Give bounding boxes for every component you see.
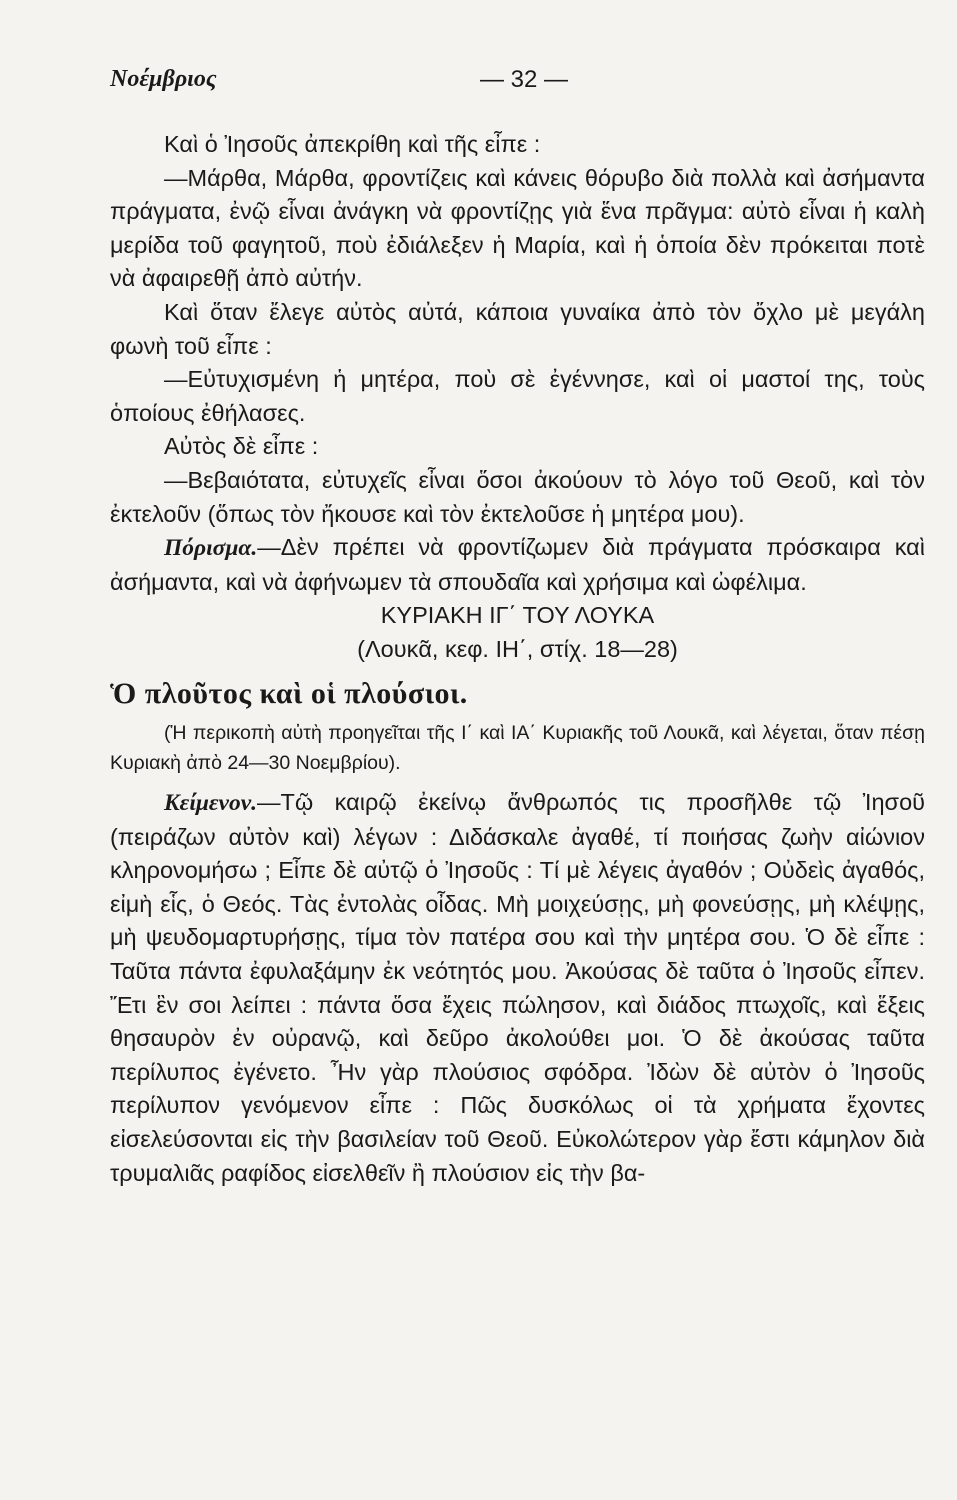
conclusion-paragraph bbox=[110, 531, 925, 599]
conclusion-label: Πόρισμα. bbox=[164, 535, 258, 562]
paragraph: —Εὐτυχισμένη ἡ μητέρα, ποὺ σὲ ἐγέννησε, καὶ οἱ μαστοί της, τοὺς ὁποίους ἐθήλασες. bbox=[110, 366, 925, 426]
page-body bbox=[110, 128, 925, 1190]
paragraph: Καὶ ὅταν ἔλεγε αὐτὸς αὐτά, κάποια γυναίκα ἀπὸ τὸν ὄχλο μὲ μεγάλη φωνὴ τοῦ εἶπε : bbox=[110, 298, 925, 359]
section-heading: ΚΥΡΙΑΚΗ ΙΓ΄ ΤΟΥ ΛΟΥΚΑ bbox=[380, 602, 655, 629]
paragraph: —Μάρθα, Μάρθα, φροντίζεις καὶ κάνεις θόρυβο διὰ πολλὰ καὶ ἀσήμαντα πράγματα, ἐνῷ εἶναι ἀνάγκη νὰ φροντίζῃς γιὰ ἕνα πρᾶγμα: αὐτὸ εἶναι ἡ καλὴ μερίδα τοῦ φαγητοῦ, ποὺ ἐδιάλεξεν ἡ Μαρία, καὶ ἡ ὁποία δὲν πρόκειται ποτὲ νὰ ἀφαιρεθῇ ἀπὸ αὐτήν. bbox=[110, 164, 925, 292]
section-reference: (Λουκᾶ, κεφ. ΙΗ΄, στίχ. 18—28) bbox=[357, 635, 678, 662]
page-number: — 32 — bbox=[480, 66, 569, 93]
text-body: —Τῷ καιρῷ ἐκείνῳ ἄνθρωπός τις προσῆλθε τῷ Ἰησοῦ (πειράζων αὐτὸν καὶ) λέγων : Διδάσκαλε ἀγαθέ, τί ποιήσας ζωὴν αἰώνιον κληρονομήσω ; Εἶπε δὲ αὐτῷ ὁ Ἰησοῦς : Τί μὲ λέγεις ἀγαθόν ; Οὐδεὶς ἀγαθός, εἰμὴ εἷς, ὁ Θεός. Τὰς ἐντολὰς οἶδας. Μὴ μοιχεύσῃς, μὴ φονεύσῃς, μὴ κλέψῃς, μὴ ψευδομαρτυρήσῃς, τίμα τὸν πατέρα σου καὶ τὴν μητέρα σου. Ὁ δὲ εἶπε : Ταῦτα πάντα ἐφυλαξάμην ἐκ νεότητός μου. Ἀκούσας δὲ ταῦτα ὁ Ἰησοῦς εἶπεν. Ἔτι ἓν σοι λείπει : πάντα ὅσα ἔχεις πώλησον, καὶ διάδος πτωχοῖς, καὶ ἕξεις θησαυρὸν ἐν οὐρανῷ, καὶ δεῦρο ἀκολούθει μοι. Ὁ δὲ ἀκούσας ταῦτα περίλυπος ἐγένετο. Ἦν γὰρ πλούσιος σφόδρα. Ἰδὼν δὲ αὐτὸν ὁ Ἰησοῦς περίλυπον γενόμενον εἶπε : Πῶς δυσκόλως οἱ τὰ χρήματα ἔχοντες εἰσελεύσονται εἰς τὴν βασιλείαν τοῦ Θεοῦ. Εὐκολώτερον γὰρ ἔστι κάμηλον διὰ τρυμαλιᾶς ραφίδος εἰσελθεῖν ἢ πλούσιον εἰς τὴν βα- bbox=[110, 789, 925, 1186]
conclusion-text: —Δὲν πρέπει νὰ φροντίζωμεν διὰ πράγματα πρόσκαιρα καὶ ἀσήμαντα, καὶ νὰ ἀφήνωμεν τὰ σπουδαῖα καὶ χρήσιμα καὶ ὠφέλιμα. bbox=[110, 534, 925, 595]
text-label: Κείμενον. bbox=[164, 790, 258, 817]
running-head-month: Νοέμβριος bbox=[110, 66, 217, 92]
text-paragraph bbox=[110, 786, 925, 1190]
paragraph: Καὶ ὁ Ἰησοῦς ἀπεκρίθη καὶ τῆς εἶπε : bbox=[164, 131, 541, 157]
section-note: (Ἡ περικοπὴ αὐτὴ προηγεῖται τῆς Ι΄ καὶ ΙΑ΄ Κυριακῆς τοῦ Λουκᾶ, καὶ λέγεται, ὅταν πέσῃ Κυριακὴ ἀπὸ 24—30 Νοεμβρίου). bbox=[110, 722, 925, 775]
paragraph: —Βεβαιότατα, εὐτυχεῖς εἶναι ὅσοι ἀκούουν τὸ λόγο τοῦ Θεοῦ, καὶ τὸν ἐκτελοῦν (ὅπως τὸν ἤκουσε καὶ τὸν ἐκτελοῦσε ἡ μητέρα μου). bbox=[110, 466, 925, 527]
paragraph: Αὐτὸς δὲ εἶπε : bbox=[164, 433, 319, 460]
page-header bbox=[110, 66, 910, 106]
section-title: Ὁ πλοῦτος καὶ οἱ πλούσιοι. bbox=[110, 676, 468, 710]
